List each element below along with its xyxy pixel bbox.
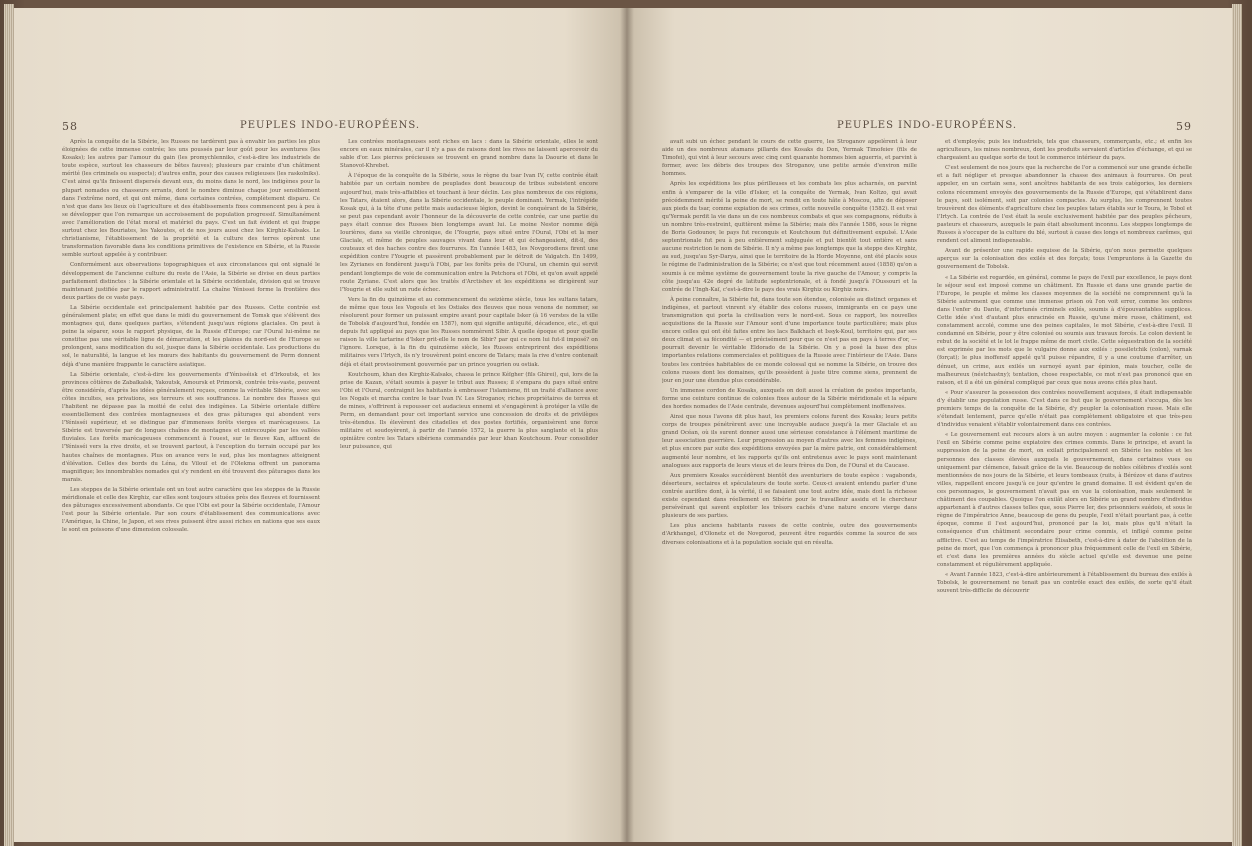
paragraph: « Pour s'assurer la possession des contrées nouvellement acquises, il était indispensable d'y établir une population russe. C'est dans ce but que le gouvernement s'occupa, dès les premiers temps de la conquête de la Sibérie, d'y peupler la colonisation russe. Mais elle s'étendait lentement, parce qu'elle n'était pas complètement obligatoire et que très-peu d'individus venaient s'établir volontairement dans ces contrées. [937,389,1192,429]
right-page [626,8,1232,842]
right-page-number: 59 [1176,120,1192,133]
left-page-column-1 [62,138,320,828]
paragraph: À peine connaître, la Sibérie fut, dans toute son étendue, colonisée au distinct organes et indigènes, et partout vinrent s'y établir des colons russes, immigrants en ce pays une transmigration qui porta la civilisation vers le nord-est. Sous ce rapport, les nouvelles acquisitions de la Russie sur l'Amour sont d'une importance toute particulière; mais plus encore celles qui ont été faites entre les lacs Balkhach et Issyk-Koul, territoire qui, par ses deux climat et sa fécondité — et précisément pour que ce n'est pas en pays à terres d'or, — pourrait devenir le véritable Eldorado de la Sibérie. On y a posé la base des plus importantes relations commerciales et politiques de la Russie avec l'intérieur de l'Asie. Dans toutes les contrées habitables de ce monde colossal qui se nomme la Sibérie, on trouve des colons russes dont les domaines, qu'ils possèdent à juste titre comme siens, prennent de jour en jour une étendue plus considérable. [662,296,917,384]
left-page-number: 58 [62,120,78,133]
left-page [14,8,626,842]
book-page-edges-left [4,4,14,846]
paragraph: avait subi un échec pendant le cours de cette guerre, les Stroganov appelèrent à leur aide un des nombreux atamans pillards des Kosaks du Don, Yermak Timofeiev (fils de Timofei), qui vint à leur secours avec cinq cent quarante hommes bien aguerris, et parvint à former, avec les débris des troupes des Stroganov, une petite armée d'environ mille hommes. [662,139,917,178]
left-running-title: PEUPLES INDO-EUROPÉENS. [239,120,421,131]
paragraph: Après la conquête de la Sibérie, les Russes ne tardèrent pas à envahir les parties les plus éloignées de cette immense contrée; les uns poussés par leur goût pour les aventures (les Kosaks); les autres par l'amour du gain (les promychlenniks, c'est-à-dire les industriels de toute espèce, surtout les chasseurs de bêtes fauves); plusieurs par crainte d'un châtiment mérité (les criminels ou suspects); d'autres enfin, pour des causes religieuses (les raskolniks). C'est ainsi qu'ils finissent dispersés devant eux, du moins dans le nord, les indigènes pour la plupart nomades ou chasseurs errants, dont le nombre diminue chaque jour sensiblement dans l'extrême nord, et qui ont même, dans certaines contrées, complètement disparu. Ce n'est que dans les lieux où l'agriculture et des établissements fixes commencent peu à peu à se développer que l'on remarque un accroissement de population progressif. Simultanément avec l'amélioration de l'état moral et matériel du pays. C'est un fait évident et qui frappe surtout chez les Bouriates, les Yakoutes, et de nos jours aussi chez les Kirghiz-Kaïsaks. Le christianisme, l'établissement de la propriété et la culture des terres opèrent une transformation favorable dans les conditions primitives de l'existence en Sibérie, et la Russie semble surtout appelée à y contribuer. [62,139,320,259]
book-page-edges-right [1232,4,1242,846]
paragraph: Les plus anciens habitants russes de cette contrée, outre des gouvernements d'Arkhangel, d'Olonetz et de Novgorod, peuvent être regardés comme la source de ses diverses colonisations et à la population sociale qui en résulta. [662,523,917,546]
paragraph: Les steppes de la Sibérie orientale ont un tout autre caractère que les steppes de la Russie méridionale et celle des Kirghiz, car elles sont toujours situées près des fleuves et fournissent des pâturages excessivement abondants. Ce que l'Obi est pour la Sibérie occidentale, l'Amour l'est pour la Sibérie orientale. Par son cours d'établissement des communications avec l'Amérique, la Chine, le Japon, et ses rives puissent être aussi riches en nations que ses eaux le sont en poissons d'une dimension colossale. [62,486,320,534]
paragraph: « Avant l'année 1823, c'est-à-dire antérieurement à l'établissement du bureau des exilés à Tobolsk, le gouvernement ne tenait pas un contrôle exact des exilés, de sorte qu'il était souvent très-difficile de découvrir [937,571,1192,595]
paragraph: et d'employés; puis les industriels, tels que chasseurs, commerçants, etc.; et enfin les agriculteurs, les mines nombreux, dont les produits servaient d'articles d'échange, et qui se chargeaient au quelque sorte de tout le commerce intérieur du pays. [937,139,1192,162]
paragraph: « Le gouvernement eut recours alors à un autre moyen : augmenter la colonie : ce fut l'exil en Sibérie comme peine expiatoire des crimes commis. Dans le principe, et avant la suppression de la peine de mort, on exilait principalement en Sibérie les nobles et les personnes des classes élevées auxquels le gouvernement, dans certaines vues ou uniquement par clémence, faisait grâce de la vie. Beaucoup de nobles célèbres d'exilés sont mentionnées de nos jours de la Sibérie, et leurs tombeaux (ruits, à Bérézov et dans d'autres villes, rappellent encore jusqu'à ce jour qu'entre le grand domaine. Il est évident qu'en de ces personnages, le gouvernement n'avait pas en vue la colonisation, mais seulement le châtiment des coupables. Quoique l'on exilât alors en Sibérie un grand nombre d'individus appartenant à d'autres classes telles que, sous Pierre Ier, des prisonniers suédois, et sous le règne de l'impératrice Anne, beaucoup de gens du peuple, l'exil n'était pourtant pas, à cette époque, comme il l'est aujourd'hui, prononcé par la loi, mais plus qu'il n'était la conséquence d'un châtiment secondaire pour crime commis, et infligé comme peine afflictive. C'est au temps de l'impératrice Élisabeth, c'est-à-dire à dater de l'abolition de la peine de mort, que l'on commença à prononcer plus fréquemment celle de l'exil en Sibérie, et c'est dans les premières années du siècle actuel qu'elle est devenue une peine constamment et régulièrement appliquée. [937,432,1192,568]
right-running-title: PEUPLES INDO-EUROPÉENS. [836,120,1018,131]
paragraph: Conformément aux observations topographiques et aux circonstances qui ont signalé le développement de l'ancienne culture du reste de l'Asie, la Sibérie se divise en deux parties parfaitement distinctes : la Sibérie orientale et la Sibérie occidentale, division qui se trouve maintenant justifiée par le rapport administratif. La chaîne Yénissei forme la frontière des deux parties de ce vaste pays. [62,262,320,301]
paragraph: La Sibérie orientale, c'est-à-dire les gouvernements d'Yénisséisk et d'Irkoutsk, et les provinces côtières de Zabaïkalsk, Yakoutsk, Amoursk et Primorsk, contrée très-vaste, peuvent être considérés, d'après les idées généralement reçues, comme la véritable Sibérie, avec ses côtes incultes, ses privations, ses terreurs et ses souffrances. Le nombre des Russes qui l'habitent ne dépasse pas la moitié de celui des indigènes. La Sibérie orientale diffère essentiellement des contrées montagneuses et des gras pâturages qui abondent vers l'Yénisséi supérieur, et se distingue par d'immenses forêts vierges et marécageuses. La Sibérie est traversée par de longues chaînes de montagnes et entrecoupée par les vallées fluviales. Les forêts marécageuses commencent à l'ouest, sur le fleuve Kan, affluent de l'Yénisséi vers la rive droite, et se trouvent partout, à l'exception du terrain occupé par les hautes chaînes de montagnes. Plus on avance vers le sud, plus les montagnes atteignent d'élévation. Celles des bords du Léna, du Vilouï et de l'Olekma offrent un panorama magnifique; les innombrables nomades qui s'y rendent en été trouvent des pâturages dans les marais. [62,371,320,483]
paragraph: Après les expéditions les plus périlleuses et les combats les plus acharnés, on parvint enfin à s'emparer de la ville d'Isker, et la conquête de Yermak, Ivan Koltzo, qui avait précédemment mérité la peine de mort, se rendit en toute hâte à Moscou, afin de déposer aux pieds du tsar, comme expiation de ses crimes, cette nouvelle conquête (1582). Il est vrai qu'Yermak perdit la vie dans un de ces nombreux combats et que ses compagnons, réduits à un nombre très-restreint, quittèrent même la Sibérie; mais dès l'année 1586, sous le règne de Boris Godounov, le pays fut reconquis et Koutchoum fut définitivement expulsé. L'Asie septentrionale fut peu à peu entièrement subjuguée et put bientôt tout entière et sans aucune restriction le nom de Sibérie. Il n'y a même pas longtemps que la steppe des Kirghiz, au sud, jusqu'au Syr-Darya, ainsi que le territoire de la Horde Moyenne, ont été placés sous le régime de l'administration de la Sibérie; ce n'est que tout récemment aussi (1858) qu'on a soumis à ce même système de gouvernement toute la rive gauche de l'Amour, y compris la côte jusqu'au 42e degré de latitude septentrionale, et à fondé jusqu'à l'Oussouri et la contrée de l'Ingh-Kaï, c'est-à-dire le pays des vrais Kirghiz ou Kirghiz noirs. [662,181,917,293]
left-page-column-2 [340,138,598,828]
paragraph: À l'époque de la conquête de la Sibérie, sous le règne du tsar Ivan IV, cette contrée était habitée par un certain nombre de peuplades dont beaucoup de tribus subsistent encore aujourd'hui, mais très-affaiblies et touchant à leur déclin. Les plus nombreux de ces régions, les Tatars, étaient alors, dans la Sibérie occidentale, le peuple dominant. Yermak, l'intrépide Kosak qui, à la tête d'une petite mais audacieuse légion, devint le conquérant de la Sibérie, se peut pas cependant avoir l'honneur de la découverte de cette contrée, car une partie du pays était connue des Russes bien longtemps avant lui. Le moine Nestor nomme déjà Iourières, dans sa vieille chronique, de l'Yougrie, pays situé entre l'Oural, l'Obi et la mer Glaciale, et même de peuples sauvages vivant dans leur et qui échangeaient, dit-il, des couteaux et des haches contre des fourrures. En l'année 1483, les Novgorodiens firent une expédition contre l'Yougrie et passèrent probablement par le détroit de Vaïgatch. En 1499, les Zyrianes en fondèrent jusqu'à l'Obi, par les forêts près de l'Oural, un chemin qui servit pendant longtemps de voie de communication entre la Petchora et l'Obi, et qu'on avait appelé route Zyriane. C'est alors que les traités d'Arctishev et les expéditions se dirigèrent sur l'Yougrie et elle subit un rude échec. [340,173,598,293]
paragraph: Aux premiers Kosaks succédèrent bientôt des aventuriers de toute espèce : vagabonds, déserteurs, sectaires et spéculateurs de toute sorte. Ceux-ci avaient entendu parler d'une contrée aurifère dont, à la vérité, il se faisaient une tout autre idée, mais dont la richesse existe cependant dans réellement en Sibérie pour le travailleur assidu et le chercheur persévérant qui savent exploiter les trésors cachés d'une nature encore vierge dans plusieurs de ses parties. [662,472,917,520]
paragraph: Koutchoum, khan des Kirghiz-Kaïsaks, chassa le prince Kéïgher (fils Ghirei), qui, lors de la prise de Kazan, s'était soumis à payer le tribut aux Russes; il s'empara du pays situé entre l'Obi et l'Oural, contraignit les habitants à embrasser l'islamisme, fit un traité d'alliance avec les Nogaïs et marcha contre le tsar Ivan IV. Les Stroganov, riches propriétaires de terres et de mines, s'offrirent à repousser cet audacieux ennemi et s'engagèrent à protéger la ville de Perm, en demandant pour cet important service une concession de droits et de privilèges très-étendus. Ils élevèrent des citadelles et des postes fortifiés, organisèrent une force militaire et soudoyèrent, à partir de l'année 1572, la guerre la plus sanglante et la plus opiniâtre contre les Tatars sibériens commandés par leur khan Koutchoum. Pour consolider leur puissance, qui [340,371,598,451]
right-page-column-2 [937,138,1192,828]
paragraph: Vers la fin du quinzième et au commencement du seizième siècle, tous les sultans tatars, de même que tous les Vogouls et les Ostiaks des fleuves que nous venons de nommer, se résolurent pour former un puissant empire avant pour capitale Isker (à 16 verstes de la ville de Tobolsk d'aujourd'hui, fondée en 1587), nom qui signifie antiquité, décadence, etc., et qui depuis fut appliqué au pays que les Russes nommèrent Sibir. À quelle époque et pour quelle raison la ville tartarine d'Isker prit-elle le nom de Sibir? par qui ce nom lui fut-il imposé? on l'ignore. Lorsque, à la fin du quinzième siècle, les Russes entreprirent des expéditions militaires vers l'Irtych, ils n'y trouvèrent point encore de Tatars; mais la rive d'entre contenait déjà et était provisoirement gouvernée par un prince yougrien ou ostiak. [340,296,598,368]
paragraph: Un immense cordon de Kosaks, auxquels on doit aussi la création de postes importants, forme une ceinture continue de colonies fixes autour de la Sibérie méridionale et la sépare des hordes nomades de l'Asie centrale, devenues aujourd'hui complètement inoffensives. [662,387,917,410]
paragraph: C'est seulement de nos jours que la recherche de l'or a commencé sur une grande échelle et a fait négliger et presque abandonner la chasse des animaux à fourrures. On peut appeler, en un certain sens, sont ancêtres habitants de ses trois catégories, les derniers colons récemment envoyés des gouvernements de la Russie d'Europe, qui s'établirent dans le pays, soit isolément, soit par colonies compactes. Au surplus, les comprennent toutes trouvèrent des éléments d'agriculture chez les peuples tatars établis sur le Toura, le Tobol et l'Irtych. La contrée de l'est était la seule exclusivement habitée par des peuples pêcheurs, pasteurs et chasseurs, auxquels le pain était absolument inconnu. Les steppes longtemps de Russes à s'occuper de la culture du blé, surtout à cause des longs et nombreux carêmes, qui rendent cet aliment indispensable. [937,165,1192,245]
left-page-columns [62,138,598,828]
right-page-column-1 [662,138,917,828]
paragraph: Avant de présenter une rapide esquisse de la Sibérie, qu'on nous permette quelques aperçus sur la colonisation des exilés et des forçats; tous l'empruntons à la Gazette du gouvernement de Tobolsk. [937,248,1192,271]
paragraph: La Sibérie occidentale est principalement habitée par des Russes. Cette contrée est généralement plate; en effet que dans le midi du gouvernement de Tomsk que s'élèvent des montagnes qui, dans quelques parties, s'étendent jusqu'aux régions glaciales. On peut à peine la séparer, sous le rapport physique, de la Russie d'Europe; car l'Oural lui-même ne constitue pas une véritable ligne de démarcation, et les plaines du nord-est de l'Europe se prolongent, sans modification du sol, jusque dans la Sibérie occidentale. Les productions du sol, le naturalité, la langue et les mœurs des habitants du gouvernement de Perm donnent déjà d'une manière frappante le caractère asiatique. [62,304,320,368]
paragraph: Les contrées montagneuses sont riches en lacs : dans la Sibérie orientale, elles le sont encore en eaux minérales, car il n'y a pas de raisons dont les rives ne laissent apercevoir du sable d'or. Les pierres précieuses se trouvent en grand nombre dans la Daourie et dans le Stanovoï-Khrebet. [340,139,598,170]
paragraph: Ainsi que nous l'avons dit plus haut, les premiers colons furent des Kosaks; leurs petits corps de troupes pénétrèrent avec une incroyable audace jusqu'à la mer Glaciale et au grand Océan, où ils surent donner aussi une sérieuse consistance à l'élément maritime de leur association guerrière. Leur progression au moyen d'autres avec les femmes indigènes, et plus encore par suite des expéditions envoyées par la mère patrie, ont considérablement augmenté leur nombre, et les rapports qu'ils ont entretenus avec le pays sont maintenant analogues aux rapports de leurs vieux et de leurs frères du Don, de l'Oural et du Caucase. [662,414,917,469]
paragraph: « La Sibérie est regardée, en général, comme le pays de l'exil par excellence, le pays dont le séjour seul est imposé comme un châtiment. En Russie et dans une grande partie de l'Europe, le peuple et même les classes moyennes de la société ne comprennent qu'à la Sibérie autrement que comme une immense prison où l'on voit errer, comme les ombres dans l'enfer du Dante, d'infortunés criminels exilés, soumis à d'épouvantables supplices. Cette idée s'est d'autant plus enracinée en Russie, qu'une mère russe, châtiment, est constamment accolé, comme une des peines capitales, le mot Sibérie, c'est-à-dire l'exil. Il condamné en Sibérie, pour y être colonisé ou soumis aux travaux forcés. Le colon devient le rebut de la société et le lot le frappe même de mort civile. Cette séquestration de la société est exprimée par les mots que le vulgaire donne aux exilés : possiletchik (colon), varnak (forçat); le plus inoffensif appelé qu'il puisse répandre, il y a une coutume d'arrêter, un dénuet, un crime, aux exilés un surnoyé ayant par épinion, mais toucher, celle de malheureux (néstchastny); tentation, chose respectable, ce mot n'est pas prononcé que en raison, et il a été un général compliqué par ceux que nous avons cités plus haut. [937,274,1192,386]
right-page-columns [662,138,1192,828]
